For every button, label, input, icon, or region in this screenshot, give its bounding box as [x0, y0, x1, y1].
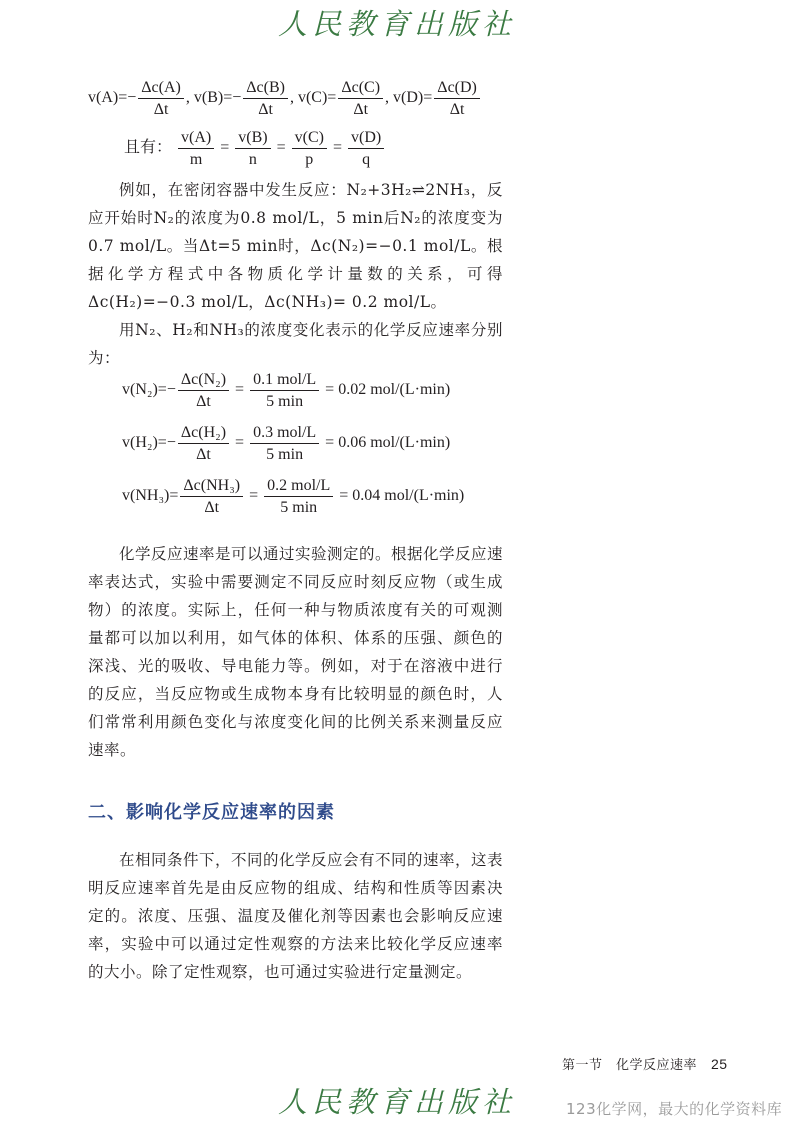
delta-fraction [180, 476, 243, 517]
fraction-denominator: Δt [449, 101, 465, 118]
fraction-numerator: v(C) [292, 128, 327, 149]
value-fraction [250, 423, 319, 464]
ratio-fraction-d [348, 128, 384, 169]
value-fraction [264, 476, 333, 517]
rate-calc-n2 [122, 370, 450, 411]
rate-calc-result: = 0.02 mol/(L·min) [325, 381, 451, 399]
fraction-numerator: v(A) [178, 128, 214, 149]
page-footer [562, 1054, 728, 1073]
site-watermark: 123化学网，最大的化学资料库 [566, 1100, 783, 1118]
fraction-numerator: v(D) [348, 128, 384, 149]
fraction-denominator: 5 min [280, 499, 318, 516]
rate-a-fraction [138, 78, 184, 119]
ratio-fraction-b [235, 128, 270, 169]
fraction-denominator: q [362, 151, 371, 168]
fraction-denominator: 5 min [266, 393, 304, 410]
rate-b-lhs: , v(B)=− [185, 89, 242, 107]
equals-sign: = [276, 139, 286, 157]
rate-a-lhs: v(A)=− [88, 89, 137, 107]
fraction-denominator: p [305, 151, 314, 168]
rate-c-lhs: , v(C)= [289, 89, 337, 107]
rate-b-fraction [243, 78, 288, 119]
fraction-numerator: Δc(D) [434, 78, 480, 99]
ratio-fraction-a [178, 128, 214, 169]
fraction-numerator: v(B) [235, 128, 270, 149]
footer-section-title: 第一节 化学反应速率 [562, 1058, 698, 1073]
equals-sign: = [249, 487, 259, 505]
rate-d-lhs: , v(D)= [385, 89, 433, 107]
fraction-numerator: Δc(H₂) [178, 423, 229, 444]
page-number: 25 [711, 1056, 728, 1072]
equals-sign: = [220, 139, 230, 157]
ratio-label: 且有： [124, 139, 173, 157]
publisher-logo-bottom: 人民教育出版社 [277, 1085, 516, 1119]
rate-calc-lhs: v(H₂)=− [122, 434, 176, 452]
fraction-numerator: Δc(C) [338, 78, 383, 99]
fraction-numerator: Δc(N₂) [178, 370, 229, 391]
example-paragraph: 例如，在密闭容器中发生反应：N₂+3H₂⇌2NH₃，反应开始时N₂的浓度为0.8 mol/L，5 min后N₂的浓度变为0.7 mol/L。当Δt=5 min时，Δc(N₂)=−0.1 mol/L。根据化学方程式中各物质化学计量数的关系，可得Δc(H₂)=−0.3 mol/L，Δc(NH₃)= 0.2 mol/L。 [88, 181, 503, 311]
fraction-denominator: Δt [196, 393, 211, 410]
fraction-denominator: Δt [204, 499, 220, 516]
ratio-fraction-c [292, 128, 327, 169]
fraction-numerator: 0.1 mol/L [250, 370, 319, 391]
intro-line: 用N₂、H₂和NH₃的浓度变化表示的化学反应速率分别为： [88, 321, 503, 367]
publisher-logo-top: 人民教育出版社 [277, 7, 516, 41]
rate-ratio-equation [124, 128, 386, 169]
fraction-denominator: Δt [258, 101, 273, 118]
fraction-denominator: n [248, 151, 257, 168]
rate-definition-equation [88, 78, 482, 119]
fraction-denominator: Δt [353, 101, 369, 118]
fraction-numerator: Δc(B) [243, 78, 288, 99]
fraction-numerator: 0.2 mol/L [264, 476, 333, 497]
fraction-denominator: Δt [153, 101, 169, 118]
value-fraction [250, 370, 319, 411]
fraction-denominator: 5 min [266, 446, 304, 463]
fraction-numerator: 0.3 mol/L [250, 423, 319, 444]
rate-calc-result: = 0.04 mol/(L·min) [339, 487, 465, 505]
fraction-denominator: m [189, 151, 203, 168]
factors-paragraph: 在相同条件下，不同的化学反应会有不同的速率，这表明反应速率首先是由反应物的组成、结构和性质等因素决定的。浓度、压强、温度及催化剂等因素也会影响反应速率，实验中可以通过定性观察的方法来比较化学反应速率的大小。除了定性观察，也可通过实验进行定量测定。 [88, 851, 504, 981]
equals-sign: = [235, 434, 245, 452]
measurement-paragraph: 化学反应速率是可以通过实验测定的。根据化学反应速率表达式，实验中需要测定不同反应时刻反应物（或生成物）的浓度。实际上，任何一种与物质浓度有关的可观测量都可以加以利用，如气体的体积、体系的压强、颜色的深浅、光的吸收、导电能力等。例如，对于在溶液中进行的反应，当反应物或生成物本身有比较明显的颜色时，人们常常利用颜色变化与浓度变化间的比例关系来测量反应速率。 [88, 545, 504, 759]
fraction-numerator: Δc(NH₃) [180, 476, 243, 497]
rate-calc-lhs: v(N₂)=− [122, 381, 176, 399]
section-heading: 二、影响化学反应速率的因素 [88, 802, 335, 823]
rate-calc-result: = 0.06 mol/(L·min) [325, 434, 451, 452]
rate-d-fraction [434, 78, 480, 119]
rate-calc-h2 [122, 423, 450, 464]
equals-sign: = [235, 381, 245, 399]
delta-fraction [178, 423, 229, 464]
equals-sign: = [332, 139, 342, 157]
delta-fraction [178, 370, 229, 411]
rate-calc-nh3 [122, 476, 464, 517]
rate-calc-lhs: v(NH₃)= [122, 487, 179, 505]
fraction-denominator: Δt [196, 446, 211, 463]
rate-c-fraction [338, 78, 383, 119]
fraction-numerator: Δc(A) [138, 78, 184, 99]
